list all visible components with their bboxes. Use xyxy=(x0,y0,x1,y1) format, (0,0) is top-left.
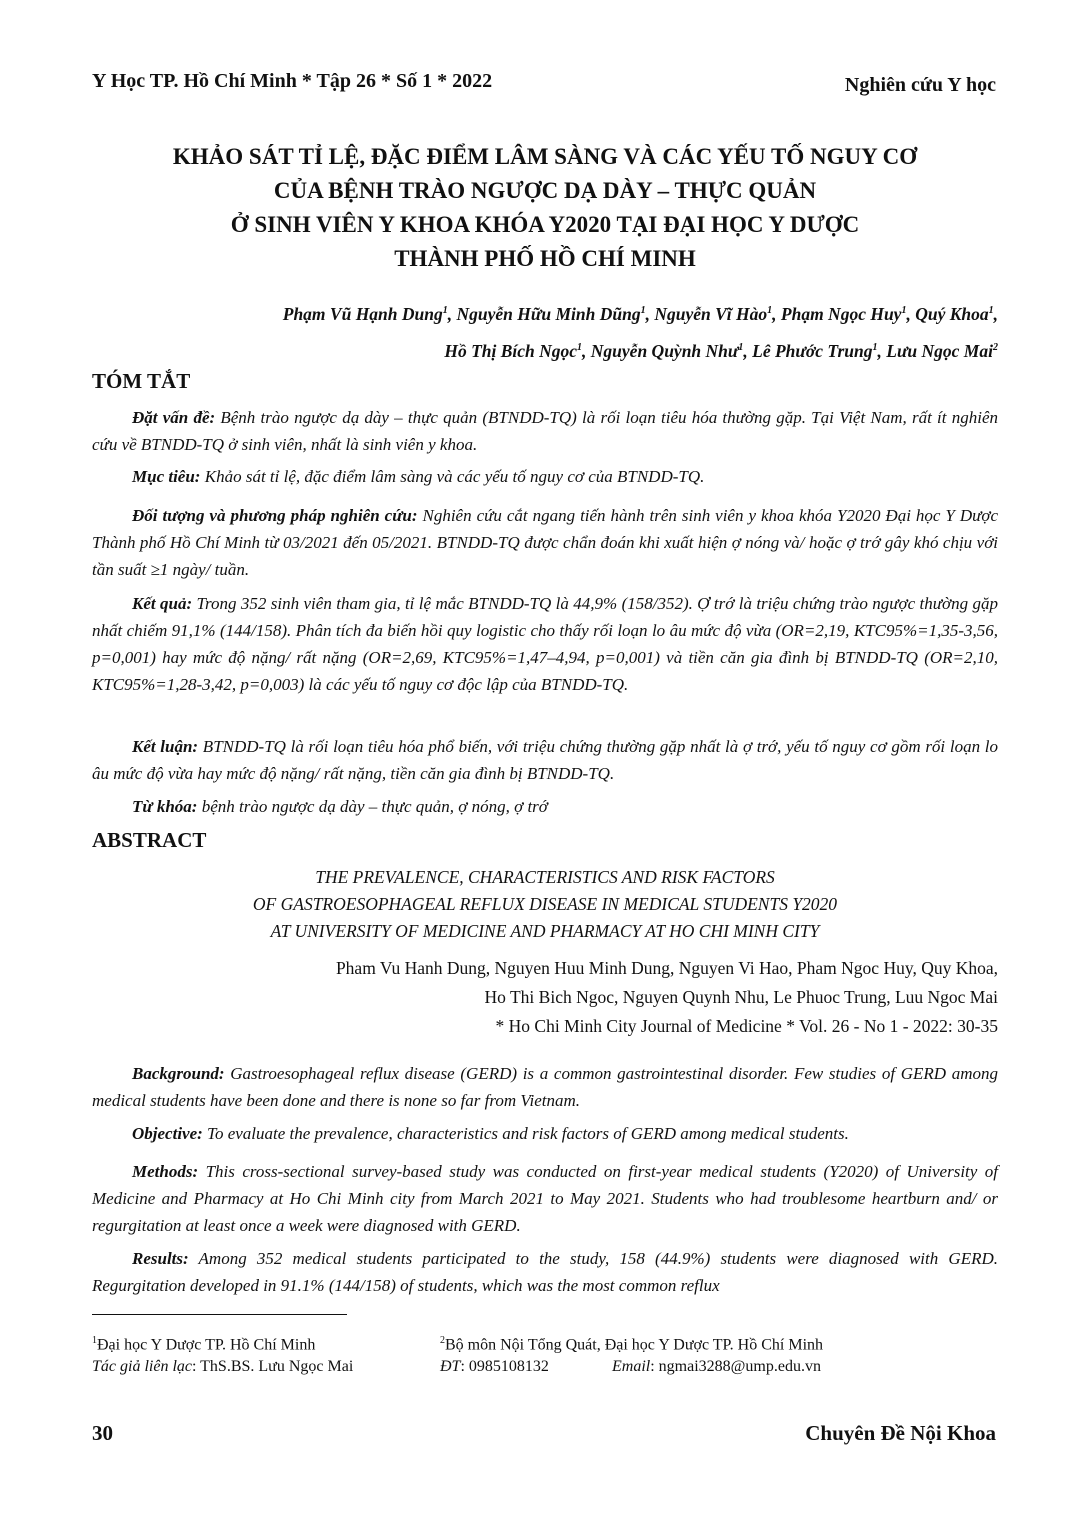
english-authors xyxy=(92,954,998,1041)
summary-conclusion xyxy=(92,733,998,787)
english-title-line: THE PREVALENCE, CHARACTERISTICS AND RISK FACTORS xyxy=(315,867,775,887)
corresponding-author xyxy=(92,1354,353,1380)
paragraph-text: Khảo sát tỉ lệ, đặc điểm lâm sàng và các yếu tố nguy cơ của BTNDD-TQ. xyxy=(200,467,705,486)
paragraph-label: Background: xyxy=(132,1064,225,1083)
paragraph-label: Mục tiêu: xyxy=(132,467,201,486)
affiliation-sup: 1 xyxy=(640,305,646,316)
english-author-line: Ho Thi Bich Ngoc, Nguyen Quynh Nhu, Le Phuoc Trung, Luu Ngoc Mai xyxy=(484,987,998,1007)
paragraph-text: BTNDD-TQ là rối loạn tiêu hóa phổ biến, với triệu chứng thường gặp nhất là ợ trớ, yếu tố nguy cơ gồm rối loạn lo âu mức độ vừa hay mức độ nặng/ rất nặng, tiền căn gia đình bị BTNDD-TQ. xyxy=(92,737,998,783)
author-name: Lưu Ngọc Mai xyxy=(886,340,993,361)
footnote-divider xyxy=(92,1314,347,1315)
author-name: Lê Phước Trung xyxy=(752,340,873,361)
affiliation-sup: 1 xyxy=(92,1335,97,1346)
phone-number: : 0985108132 xyxy=(460,1358,549,1375)
english-title xyxy=(92,864,998,945)
summary-objective xyxy=(92,463,998,490)
affiliation-sup: 2 xyxy=(993,341,998,353)
author-name: Hồ Thị Bích Ngọc xyxy=(444,340,578,361)
author-name: Nguyễn Hữu Minh Dũng xyxy=(456,303,641,324)
author-line xyxy=(92,331,998,368)
affiliation-sup: 1 xyxy=(442,305,448,316)
author-list xyxy=(92,294,998,368)
summary-methods xyxy=(92,502,998,583)
author-name: Nguyễn Vĩ Hào xyxy=(654,303,768,324)
affiliation-text: Đại học Y Dược TP. Hồ Chí Minh xyxy=(97,1336,316,1354)
abstract-results xyxy=(92,1245,998,1299)
summary-background xyxy=(92,404,998,458)
title-line: CỦA BỆNH TRÀO NGƯỢC DẠ DÀY – THỰC QUẢN xyxy=(273,178,817,203)
english-title-line: AT UNIVERSITY OF MEDICINE AND PHARMACY AT HO CHI MINH CITY xyxy=(270,921,820,941)
paragraph-label: Từ khóa: xyxy=(132,797,198,816)
section-header: Nghiên cứu Y học xyxy=(844,74,996,96)
author-line xyxy=(92,294,998,331)
page-number: 30 xyxy=(92,1421,113,1445)
paragraph-label: Results: xyxy=(132,1249,189,1268)
author-separator: , xyxy=(993,303,998,324)
summary-keywords xyxy=(92,793,998,820)
contact-name: : ThS.BS. Lưu Ngọc Mai xyxy=(191,1358,354,1375)
author-separator: , xyxy=(906,303,916,324)
journal-header: Y Học TP. Hồ Chí Minh * Tập 26 * Số 1 * 2022 xyxy=(92,70,493,92)
author-separator: , xyxy=(447,303,457,324)
abstract-methods xyxy=(92,1158,998,1239)
email xyxy=(612,1354,821,1380)
english-author-line: Pham Vu Hanh Dung, Nguyen Huu Minh Dung, Nguyen Vi Hao, Pham Ngoc Huy, Quy Khoa, xyxy=(335,958,998,978)
paragraph-text: Nghiên cứu cắt ngang tiến hành trên sinh viên y khoa khóa Y2020 Đại học Y Dược Thành phố Hồ Chí Minh từ 03/2021 đến 05/2021. BTNDD-TQ được chẩn đoán khi xuất hiện ợ nóng và/ hoặc ợ trớ gây khó chịu với tần suất ≥1 ngày/ tuần. xyxy=(92,506,998,579)
abstract-objective xyxy=(92,1120,998,1147)
summary-results xyxy=(92,590,998,698)
paragraph-text: Trong 352 sinh viên tham gia, tỉ lệ mắc BTNDD-TQ là 44,9% (158/352). Ợ trớ là triệu chứng trào ngược thường gặp nhất chiếm 91,1% (144/158). Phân tích đa biến hồi quy logistic cho thấy rối loạn lo âu mức độ vừa (OR=2,19, KTC95%=1,35-3,56, p=0,001) hay mức độ nặng/ rất nặng (OR=2,69, KTC95%=1,47–4,94, p=0,001) và tiền căn gia đình bị BTNDD-TQ (OR=2,10, KTC95%=1,28-3,42, p=0,003) là các yếu tố nguy cơ độc lập của BTNDD-TQ. xyxy=(92,594,998,694)
footer-section: Chuyên Đề Nội Khoa xyxy=(805,1421,996,1445)
author-separator: , xyxy=(877,340,887,361)
affiliation-text: Bộ môn Nội Tổng Quát, Đại học Y Dược TP. Hồ Chí Minh xyxy=(445,1336,824,1354)
title-line: THÀNH PHỐ HỒ CHÍ MINH xyxy=(394,246,696,271)
paragraph-label: Objective: xyxy=(132,1124,203,1143)
author-name: Nguyễn Quỳnh Như xyxy=(590,340,739,361)
affiliation-sup: 1 xyxy=(738,341,744,353)
paragraph-label: Kết quả: xyxy=(132,594,193,613)
citation: * Ho Chi Minh City Journal of Medicine * Vol. 26 - No 1 - 2022: 30-35 xyxy=(495,1016,998,1036)
affiliation-sup: 1 xyxy=(767,305,773,316)
article-title xyxy=(92,140,998,276)
abstract-background xyxy=(92,1060,998,1114)
title-line: Ở SINH VIÊN Y KHOA KHÓA Y2020 TẠI ĐẠI HỌC Y DƯỢC xyxy=(230,212,860,237)
author-name: Phạm Vũ Hạnh Dung xyxy=(282,303,443,324)
paragraph-text: Gastroesophageal reflux disease (GERD) is a common gastrointestinal disorder. Few studies of GERD among medical students have been done and there is none so far from Vietnam. xyxy=(92,1064,998,1110)
affiliation-sup: 1 xyxy=(988,305,994,316)
affiliation-sup: 2 xyxy=(440,1335,445,1346)
affiliation-sup: 1 xyxy=(901,305,907,316)
phone-label: ĐT xyxy=(440,1358,461,1375)
author-name: Quý Khoa xyxy=(915,303,989,324)
paragraph-text: Bệnh trào ngược dạ dày – thực quản (BTNDD-TQ) là rối loạn tiêu hóa thường gặp. Tại Việt Nam, rất ít nghiên cứu về BTNDD-TQ ở sinh viên, nhất là sinh viên y khoa. xyxy=(92,408,998,454)
email-label: Email xyxy=(612,1358,651,1375)
affiliation-sup: 1 xyxy=(872,341,878,353)
paragraph-label: Đối tượng và phương pháp nghiên cứu: xyxy=(132,506,418,525)
abstract-heading: ABSTRACT xyxy=(92,828,207,852)
author-name: Phạm Ngọc Huy xyxy=(780,303,902,324)
paragraph-text: Among 352 medical students participated to the study, 158 (44.9%) students were diagnosed with GERD. Regurgitation developed in 91.1% (144/158) of students, which was the most common reflux xyxy=(92,1249,998,1295)
paragraph-label: Kết luận: xyxy=(132,737,199,756)
paragraph-text: This cross-sectional survey-based study was conducted on first-year medical students (Y2020) of University of Medicine and Pharmacy at Ho Chi Minh city from March 2021 to May 2021. Students who had troublesome heartburn and/ or regurgitation at least once a week were diagnosed with GERD. xyxy=(92,1162,998,1235)
paragraph-text: bệnh trào ngược dạ dày – thực quản, ợ nóng, ợ trớ xyxy=(197,797,548,816)
author-separator: , xyxy=(743,340,753,361)
author-separator: , xyxy=(645,303,655,324)
affiliation-sup: 1 xyxy=(577,341,583,353)
author-separator: , xyxy=(582,340,591,361)
contact-label: Tác giả liên lạc xyxy=(92,1358,192,1375)
phone xyxy=(440,1354,549,1380)
author-separator: , xyxy=(772,303,781,324)
paragraph-label: Methods: xyxy=(132,1162,199,1181)
english-title-line: OF GASTROESOPHAGEAL REFLUX DISEASE IN MEDICAL STUDENTS Y2020 xyxy=(252,894,838,914)
paragraph-label: Đặt vấn đề: xyxy=(132,408,216,427)
summary-heading: TÓM TẮT xyxy=(92,369,191,393)
email-address: : ngmai3288@ump.edu.vn xyxy=(650,1358,821,1375)
paragraph-text: To evaluate the prevalence, characteristics and risk factors of GERD among medical students. xyxy=(202,1124,849,1143)
title-line: KHẢO SÁT TỈ LỆ, ĐẶC ĐIỂM LÂM SÀNG VÀ CÁC YẾU TỐ NGUY CƠ xyxy=(172,144,918,169)
